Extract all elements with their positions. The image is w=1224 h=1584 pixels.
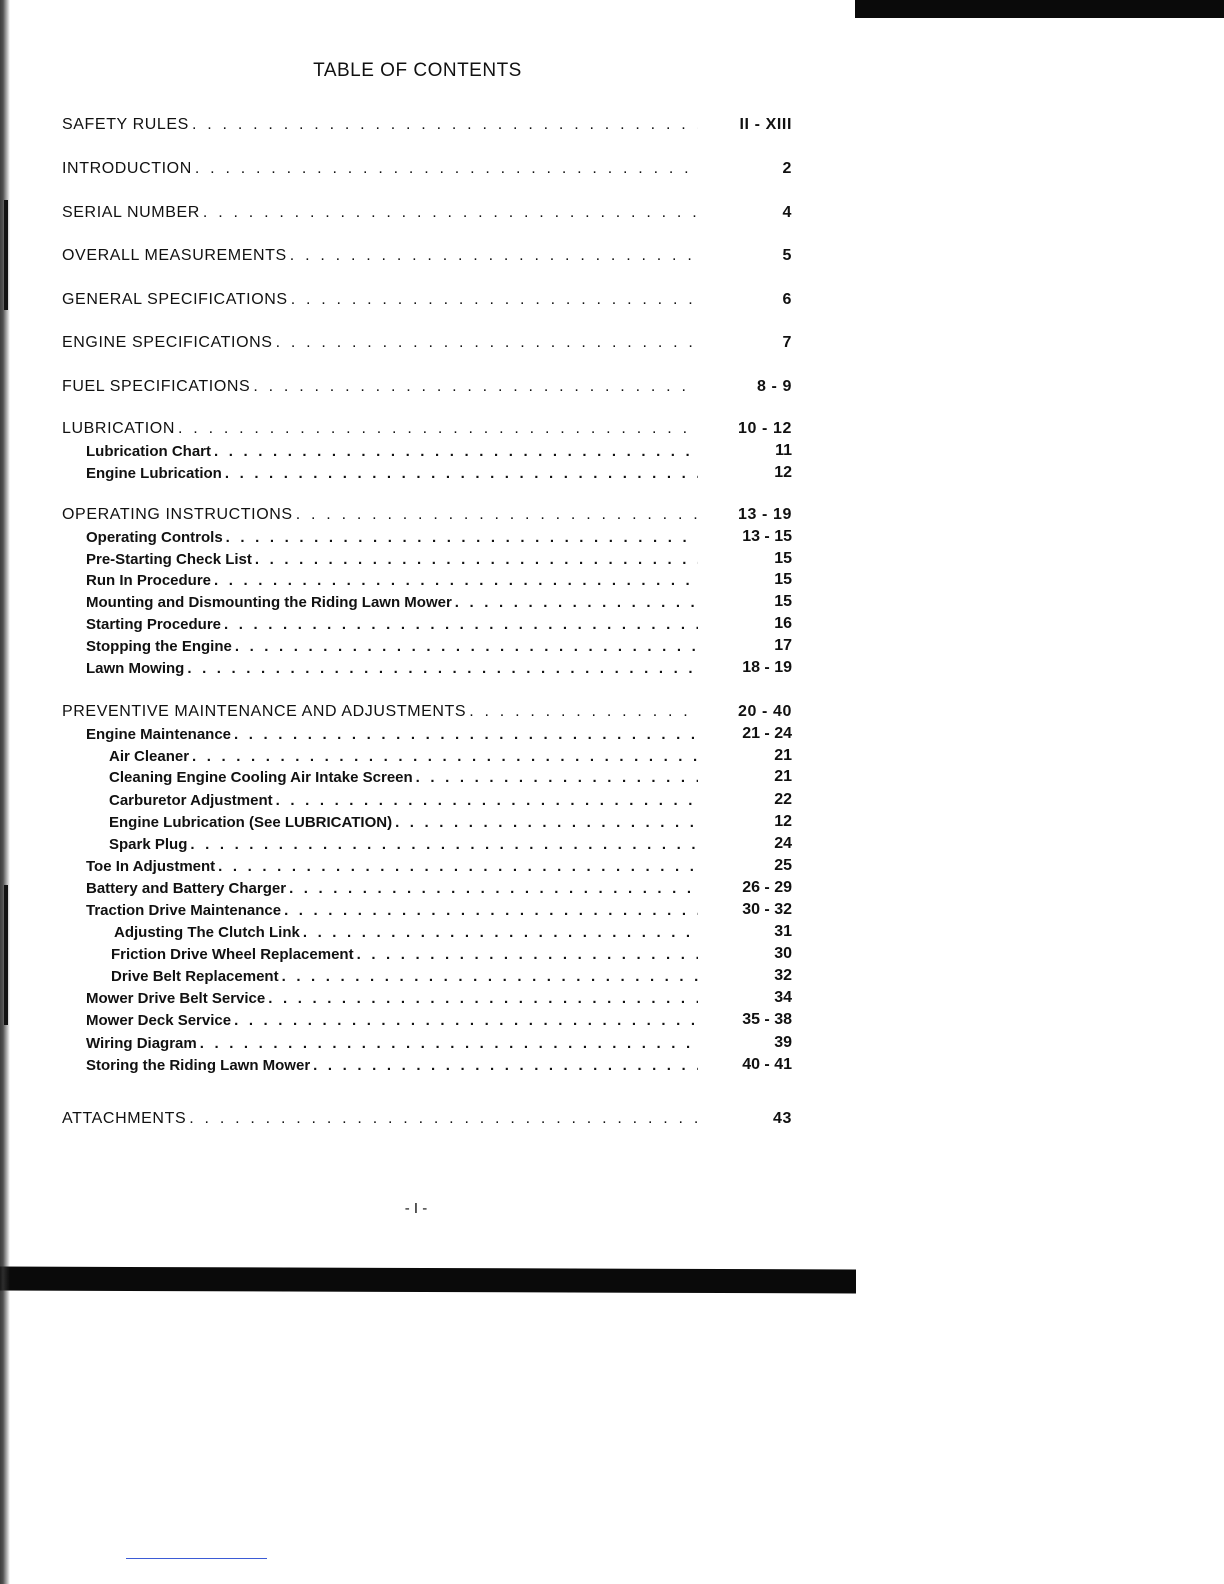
toc-entry-page: 7 bbox=[782, 334, 792, 351]
toc-entry[interactable] bbox=[62, 374, 792, 396]
toc-subentry[interactable] bbox=[62, 875, 792, 897]
toc-entry-label: Cleaning Engine Cooling Air Intake Screen bbox=[109, 769, 413, 786]
toc-entry-page: 15 bbox=[774, 593, 792, 610]
scan-edge-top bbox=[855, 0, 1224, 18]
toc-subentry[interactable] bbox=[62, 567, 792, 589]
toc-entry-label: Storing the Riding Lawn Mower bbox=[86, 1057, 311, 1074]
page-title: TABLE OF CONTENTS bbox=[313, 60, 522, 81]
toc-entry-page: 5 bbox=[782, 247, 792, 264]
toc-subsubentry[interactable] bbox=[62, 941, 792, 963]
toc-entry-label: Adjusting The Clutch Link bbox=[114, 924, 300, 941]
toc-entry[interactable] bbox=[62, 1106, 792, 1128]
page-number: - I - bbox=[404, 1200, 428, 1217]
toc-entry-page: 31 bbox=[774, 923, 792, 940]
toc-entry[interactable] bbox=[62, 699, 792, 721]
toc-entry-page: 32 bbox=[774, 967, 792, 984]
toc-entry-page: 2 bbox=[782, 160, 792, 177]
toc-entry-label: ATTACHMENTS bbox=[62, 1110, 187, 1127]
toc-entry-label: Lawn Mowing bbox=[86, 660, 185, 677]
toc-subentry[interactable] bbox=[62, 897, 792, 919]
toc-entry-label: Drive Belt Replacement bbox=[111, 968, 279, 985]
toc-entry-label: Operating Controls bbox=[86, 529, 223, 546]
toc-entry-page: 10 - 12 bbox=[737, 420, 792, 437]
toc-subentry[interactable] bbox=[62, 985, 792, 1007]
toc-entry[interactable] bbox=[62, 112, 792, 134]
toc-entry-page: 34 bbox=[774, 989, 792, 1006]
toc-entry-page: 13 - 15 bbox=[742, 528, 792, 545]
toc-entry-page: 6 bbox=[782, 291, 792, 308]
toc-entry[interactable] bbox=[62, 243, 792, 265]
toc-entry-label: SERIAL NUMBER bbox=[62, 204, 200, 221]
toc-entry-page: 15 bbox=[774, 571, 792, 588]
scan-mark bbox=[4, 975, 8, 1025]
toc-entry-label: ENGINE SPECIFICATIONS bbox=[62, 334, 273, 351]
toc-entry-label: Traction Drive Maintenance bbox=[86, 902, 282, 919]
toc-subentry[interactable] bbox=[62, 633, 792, 655]
toc-entry[interactable] bbox=[62, 416, 792, 438]
toc-entry-page: 24 bbox=[774, 835, 792, 852]
toc-entry-label: Starting Procedure bbox=[86, 616, 222, 633]
toc-entry-page: 43 bbox=[773, 1110, 792, 1127]
toc-entry-label: SAFETY RULES bbox=[62, 116, 189, 133]
toc-entry-page: 30 - 32 bbox=[742, 901, 792, 918]
toc-entry-page: 12 bbox=[774, 464, 792, 481]
toc-subentry[interactable] bbox=[62, 1007, 792, 1029]
toc-entry-label: Pre-Starting Check List bbox=[86, 551, 252, 568]
toc-entry-page: 11 bbox=[775, 442, 792, 459]
toc-entry-page: 17 bbox=[774, 637, 792, 654]
toc-subentry[interactable] bbox=[62, 1030, 792, 1052]
toc-entry-label: Run In Procedure bbox=[86, 572, 212, 589]
toc-entry-label: Engine Lubrication (See LUBRICATION) bbox=[109, 814, 393, 831]
toc-subsubentry[interactable] bbox=[62, 743, 792, 765]
scan-mark bbox=[4, 885, 8, 975]
toc-entry-label: PREVENTIVE MAINTENANCE AND ADJUSTMENTS bbox=[62, 703, 467, 720]
toc-entry-page: II - XIII bbox=[739, 116, 792, 133]
toc-entry-label: Mower Deck Service bbox=[86, 1012, 232, 1029]
toc-entry-label: Toe In Adjustment bbox=[86, 858, 216, 875]
toc-entry-label: LUBRICATION bbox=[62, 420, 175, 437]
toc-entry-label: Stopping the Engine bbox=[86, 638, 232, 655]
scan-edge-bottom bbox=[0, 1267, 856, 1294]
toc-entry-label: INTRODUCTION bbox=[62, 160, 192, 177]
toc-entry-page: 40 - 41 bbox=[742, 1056, 792, 1073]
toc-subentry[interactable] bbox=[62, 853, 792, 875]
scan-blue-line bbox=[126, 1558, 267, 1559]
toc-entry-page: 15 bbox=[774, 550, 792, 567]
toc-entry-page: 21 - 24 bbox=[742, 725, 792, 742]
toc-entry[interactable] bbox=[62, 330, 792, 352]
toc-entry[interactable] bbox=[62, 200, 792, 222]
toc-subentry[interactable] bbox=[62, 589, 792, 611]
toc-entry-page: 22 bbox=[774, 791, 792, 808]
toc-subsubentry[interactable] bbox=[62, 809, 792, 831]
toc-entry-page: 21 bbox=[774, 768, 792, 785]
toc-entry-label: GENERAL SPECIFICATIONS bbox=[62, 291, 288, 308]
toc-entry-page: 8 - 9 bbox=[756, 378, 792, 395]
toc-subentry[interactable] bbox=[62, 438, 792, 460]
toc-entry-label: Battery and Battery Charger bbox=[86, 880, 287, 897]
toc-entry-label: Wiring Diagram bbox=[86, 1035, 197, 1052]
toc-subentry[interactable] bbox=[62, 460, 792, 482]
toc-subsubentry[interactable] bbox=[62, 831, 792, 853]
toc-entry-page: 26 - 29 bbox=[742, 879, 792, 896]
toc-subentry[interactable] bbox=[62, 524, 792, 546]
toc-entry-label: OPERATING INSTRUCTIONS bbox=[62, 506, 293, 523]
toc-subentry[interactable] bbox=[62, 611, 792, 633]
toc-subentry[interactable] bbox=[62, 721, 792, 743]
toc-entry-page: 12 bbox=[774, 813, 792, 830]
toc-entry-label: OVERALL MEASUREMENTS bbox=[62, 247, 287, 264]
toc-entry-label: Engine Maintenance bbox=[86, 726, 232, 743]
toc-subsubentry[interactable] bbox=[62, 919, 792, 941]
toc-entry-page: 4 bbox=[782, 204, 792, 221]
toc-subsubentry[interactable] bbox=[62, 963, 792, 985]
toc-entry-label: Engine Lubrication bbox=[86, 465, 222, 482]
toc-entry-label: Carburetor Adjustment bbox=[109, 792, 273, 809]
toc-entry-page: 20 - 40 bbox=[737, 703, 792, 720]
toc-entry-label: Air Cleaner bbox=[109, 748, 190, 765]
toc-entry-page: 18 - 19 bbox=[742, 659, 792, 676]
toc-entry-label: FUEL SPECIFICATIONS bbox=[62, 378, 251, 395]
toc-entry-page: 16 bbox=[774, 615, 792, 632]
toc-subentry[interactable] bbox=[62, 546, 792, 568]
toc-subentry[interactable] bbox=[62, 1052, 792, 1074]
scan-mark bbox=[4, 200, 8, 310]
toc-entry[interactable] bbox=[62, 502, 792, 524]
toc-entry-label: Mower Drive Belt Service bbox=[86, 990, 266, 1007]
toc-subsubentry[interactable] bbox=[62, 787, 792, 809]
toc-entry-page: 25 bbox=[774, 857, 792, 874]
toc-entry-label: Friction Drive Wheel Replacement bbox=[111, 946, 354, 963]
toc-entry-page: 13 - 19 bbox=[737, 506, 792, 523]
toc-subentry[interactable] bbox=[62, 655, 792, 677]
toc-entry-label: Lubrication Chart bbox=[86, 443, 212, 460]
toc-entry[interactable] bbox=[62, 287, 792, 309]
toc-entry[interactable] bbox=[62, 156, 792, 178]
toc-entry-label: Mounting and Dismounting the Riding Lawn Mower bbox=[86, 594, 452, 611]
toc-subsubentry[interactable] bbox=[62, 764, 792, 786]
toc-entry-label: Spark Plug bbox=[109, 836, 188, 853]
toc-entry-page: 30 bbox=[774, 945, 792, 962]
toc-entry-page: 35 - 38 bbox=[742, 1011, 792, 1028]
toc-entry-page: 39 bbox=[774, 1034, 792, 1051]
toc-entry-page: 21 bbox=[774, 747, 792, 764]
